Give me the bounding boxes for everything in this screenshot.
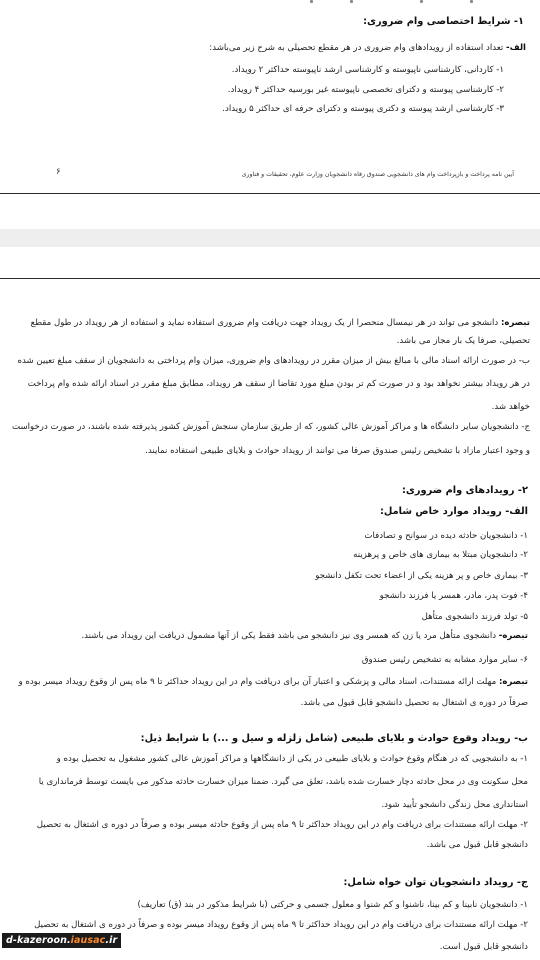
list-item: ۵- تولد فرزند دانشجوی متأهل	[421, 612, 528, 622]
subsection-heading: ج- رویداد دانشجویان توان خواه شامل:	[343, 877, 528, 888]
list-item: ۱- کاردانی، کارشناسی ناپیوسته و کارشناسی ارشد ناپیوسته حداکثر ۲ رویداد.	[231, 65, 504, 75]
list-item: ۲- دانشجویان مبتلا به بیماری های خاص و پرهزینه	[353, 550, 528, 560]
paragraph-line: تحصیلی، صرفا یک بار مجاز می باشد.	[396, 336, 530, 346]
page-gap	[0, 229, 540, 247]
dot	[420, 0, 423, 3]
paragraph-line: در هر رویداد بیشتر نخواهد بود و در صورت کم تر بودن مبلغ مورد تقاضا از سقف هر رویداد، مطابق مبلغ مقرر در اسناد ارائه شده وام پرداخت	[27, 379, 530, 389]
list-item: ۳- کارشناسی ارشد پیوسته و دکتری پیوسته و دکترای حرفه ای حداکثر ۵ رویداد.	[222, 104, 504, 114]
page-number: ۶	[56, 167, 61, 177]
paragraph-line: ۲- مهلت ارائه مستندات برای دریافت وام در این رویداد حداکثر تا ۹ ماه پس از وقوع رویداد میسر بوده و صرفاً در دوره ی اشتغال به تحصیل	[34, 920, 528, 930]
paragraph-line: خواهد شد.	[491, 402, 530, 412]
list-item: ۱- دانشجویان حادثه دیده در سوانح و تصادفات	[364, 531, 528, 541]
alef-text: تعداد استفاده از رویدادهای وام ضروری در هر مقطع تحصیلی به شرح زیر می‌باشد:	[209, 43, 507, 53]
top-strip	[0, 0, 540, 4]
alef-line	[209, 42, 526, 54]
dot	[310, 0, 313, 3]
page-divider	[0, 278, 540, 279]
paragraph-line: و وجود اعتبار مازاد با تشخیص رئیس صندوق صرفا می توانند از رویداد حوادث و بلایای طبیعی استفاده نمایند.	[145, 446, 530, 456]
tabsare-label: تبصره:	[498, 677, 528, 687]
dot	[470, 0, 473, 3]
watermark-prefix: d-kazeroon.	[6, 935, 71, 946]
tabsare-line	[18, 676, 528, 688]
page-footer-text: آیین نامه پرداخت و بازپرداخت وام های دانشجویی صندوق رفاه دانشجویان وزارت علوم، تحقیقات و فناوری	[241, 171, 514, 178]
list-item: ۶- سایر موارد مشابه به تشخیص رئیس صندوق	[361, 655, 528, 665]
tabsare-text: مهلت ارائه مستندات، اسناد مالی و پزشکی و اعتبار آن برای دریافت وام در این رویداد حداکثر تا ۹ ماه پس از وقوع رویداد میسر بوده و	[18, 677, 499, 687]
paragraph-line: استانداری محل زندگی دانشجو تأیید شود.	[381, 800, 528, 810]
paragraph-line: ۲- مهلت ارائه مستندات برای دریافت وام در این رویداد حداکثر تا ۹ ماه پس از وقوع حادثه میسر بوده و صرفاً در دوره ی اشتغال به تحصیل	[36, 820, 528, 830]
subsection-heading: الف- رویداد موارد خاص شامل:	[379, 506, 528, 517]
watermark-suffix: .ir	[105, 935, 118, 946]
list-item: ۴- فوت پدر، مادر، همسر یا فرزند دانشجو	[379, 591, 528, 601]
list-item: ۲- کارشناسی پیوسته و دکترای تخصصی ناپیوسته غیر بورسیه حداکثر ۴ رویداد.	[227, 85, 504, 95]
list-item: ۱- دانشجویان نابینا و کم بینا، ناشنوا و کم شنوا و معلول جسمی و حرکتی (با شرایط مذکور در بند (ق) تعاریف)	[137, 900, 528, 910]
paragraph-line: دانشجو قابل قبول است.	[439, 942, 528, 952]
subsection-heading: ب- رویداد وقوع حوادث و بلایای طبیعی (شامل زلزله و سیل و ...) با شرایط ذیل:	[140, 733, 528, 744]
paragraph-line: محل سکونت وی در محل حادثه دچار خسارت شده باشد، تعلق می گیرد. ضمنا میزان خسارت حادثه مذکور می بایست توسط فرمانداری یا	[38, 777, 528, 787]
section-heading-2: ۲- رویدادهای وام ضروری:	[401, 485, 528, 496]
alef-label: الف-	[506, 43, 526, 53]
tabsare-line	[81, 630, 528, 642]
dot	[350, 0, 353, 3]
tabsare-text: دانشجوی متأهل مرد یا زن که همسر وی نیز دانشجو می باشد فقط یکی از آنها مشمول دریافت این رویداد می باشند.	[81, 631, 499, 641]
watermark-accent: iausac	[70, 935, 106, 946]
tabsare-line	[31, 317, 530, 329]
tabsare-label: تبصره-	[498, 631, 528, 641]
paragraph-line: دانشجو قابل قبول می باشد.	[426, 840, 528, 850]
section-heading-1: ۱- شرایط اختصاصی وام ضروری:	[363, 16, 524, 27]
paragraph-line: ۱- به دانشجویی که در هنگام وقوع حوادث و بلایای طبیعی در یکی از دانشگاهها و مراکز آموزش عالی کشور مشغول به تحصیل بوده و	[56, 754, 528, 764]
page-divider	[0, 193, 540, 194]
site-watermark	[2, 933, 121, 948]
tabsare-label: تبصره:	[500, 318, 530, 328]
tabsare-text: دانشجو می تواند در هر نیمسال منحصرا از یک رویداد جهت دریافت وام ضروری استفاده نماید و استفاده از هر رویداد در طول مقطع	[30, 318, 501, 328]
paragraph-line: ب- در صورت ارائه اسناد مالی با مبالغ بیش از میزان مقرر در رویدادهای وام ضروری، میزان وام پرداختی به دانشجویان از سقف مبلغ تعیین شده	[17, 356, 530, 366]
paragraph-line: صرفاً در دوره ی اشتغال به تحصیل دانشجو قابل قبول می باشد.	[300, 698, 528, 708]
list-item: ۳- بیماری خاص و پر هزینه یکی از اعضاء تحت تکفل دانشجو	[315, 571, 528, 581]
paragraph-line: ج- دانشجویان سایر دانشگاه ها و مراکز آموزش عالی کشور، که از طریق سازمان سنجش آموزش کشور پذیرفته شده باشند، در صورت درخواست	[12, 422, 530, 432]
